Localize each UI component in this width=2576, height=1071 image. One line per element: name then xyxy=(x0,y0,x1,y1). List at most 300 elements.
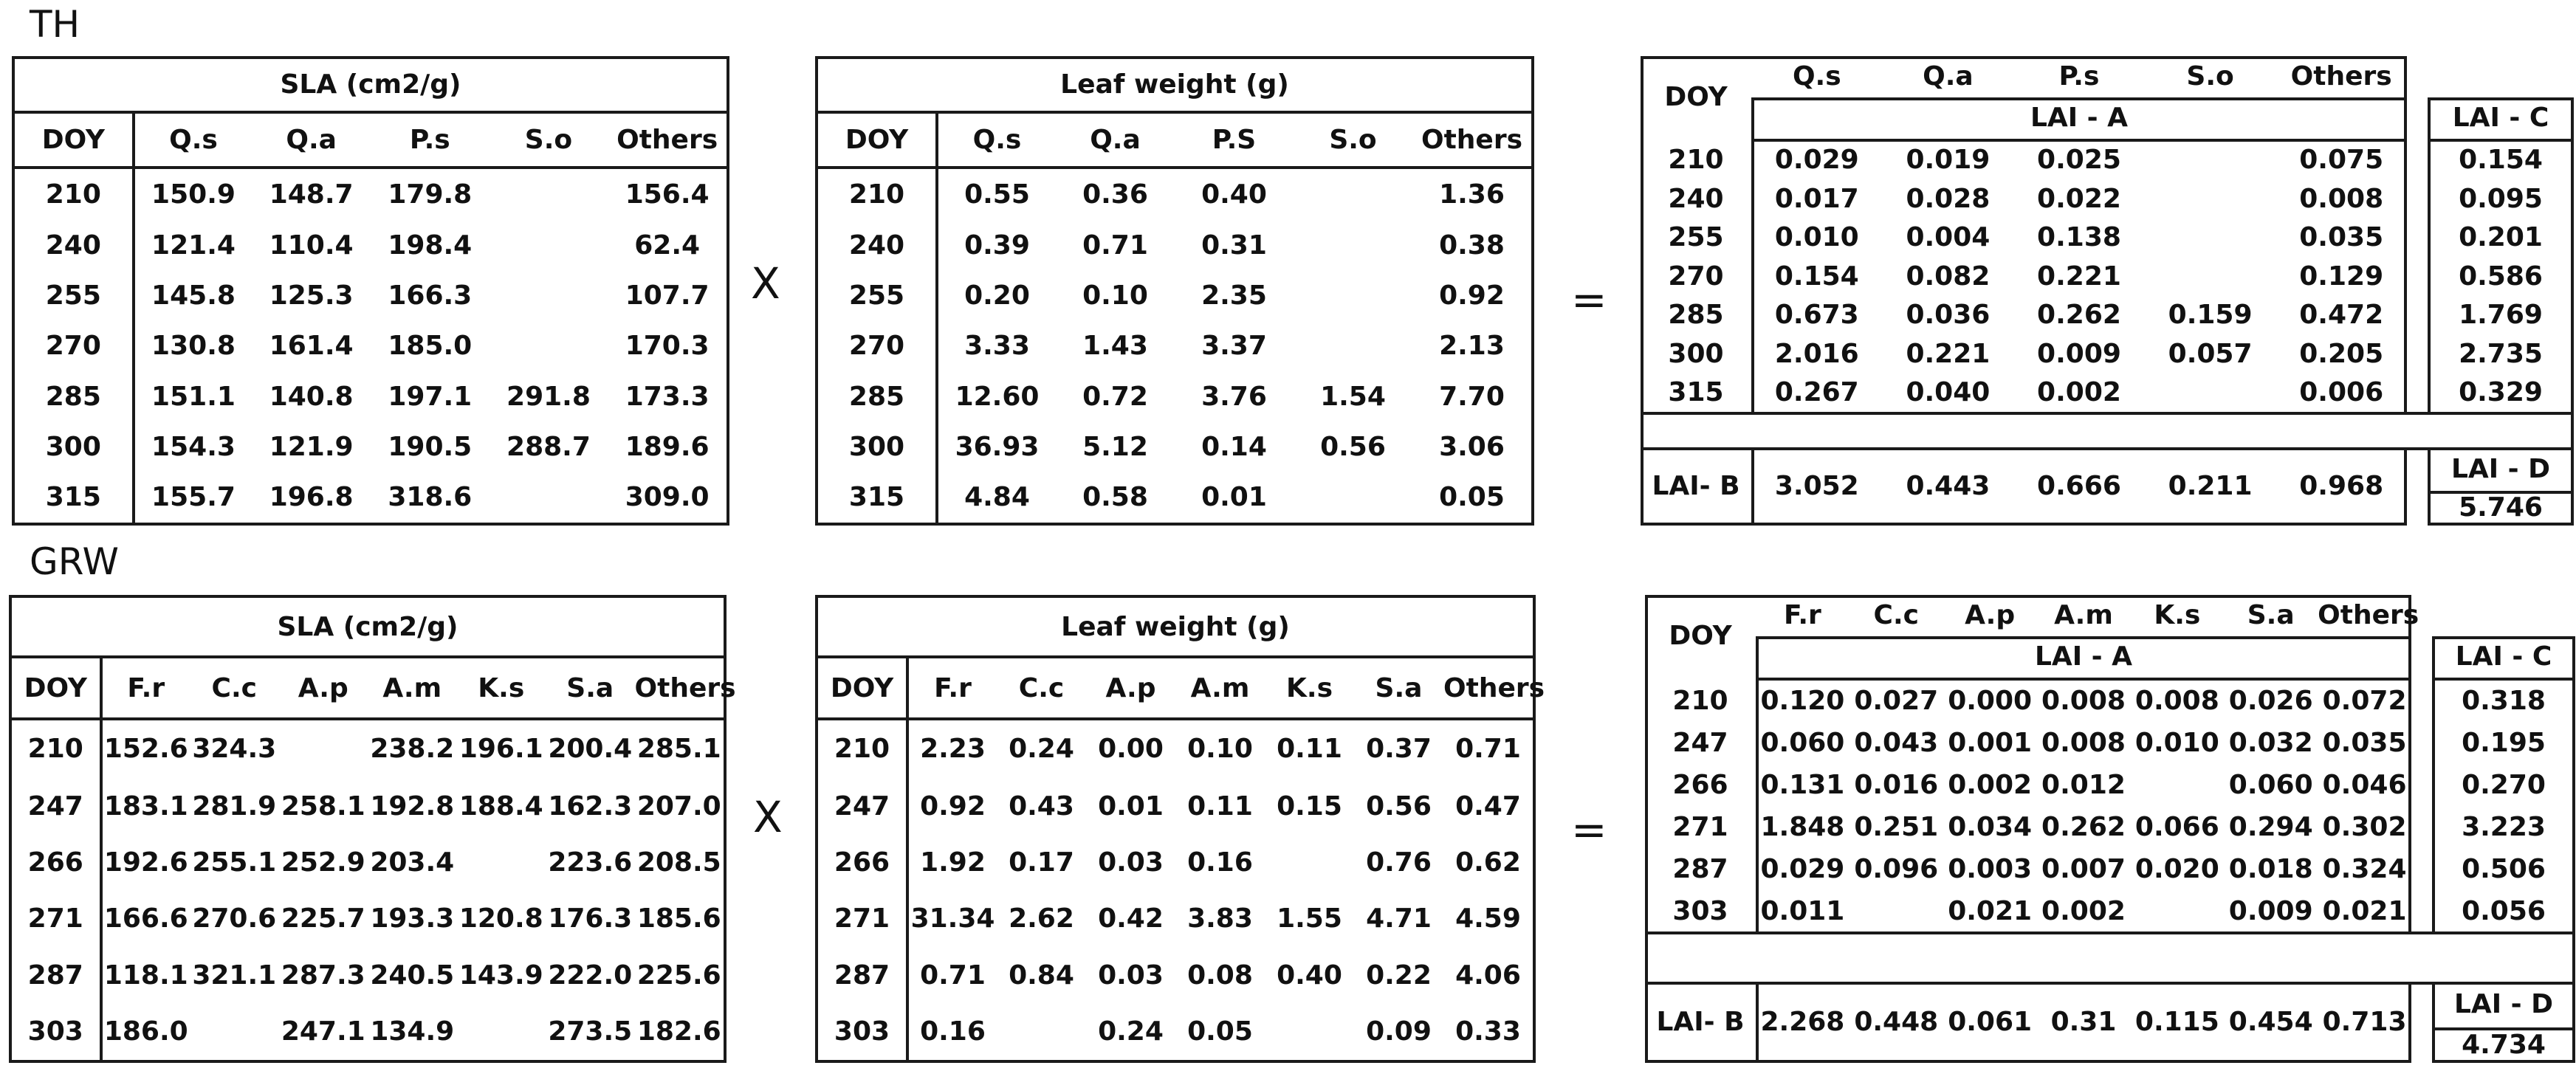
lai-c-value: 0.329 xyxy=(2459,377,2543,407)
value-cell: 0.14 xyxy=(1201,432,1267,463)
value-cell: 196.1 xyxy=(458,734,543,765)
column-header: A.m xyxy=(368,657,457,719)
lai-c-label: LAI - C xyxy=(2452,103,2549,133)
table-row xyxy=(818,321,1531,371)
column-header: P.s xyxy=(371,112,490,168)
value-cell: 140.8 xyxy=(269,381,354,412)
lai-d-value: 4.734 xyxy=(2462,1029,2546,1060)
value-cell: 208.5 xyxy=(636,847,721,878)
value-cell: 252.9 xyxy=(281,847,365,878)
value-cell xyxy=(1294,168,1412,221)
value-cell: 200.4 xyxy=(548,734,633,765)
lai-c-value: 0.270 xyxy=(2462,770,2546,800)
lai-c-value: 0.095 xyxy=(2459,183,2543,214)
lai-a-value: 0.000 xyxy=(1948,686,2033,716)
value-cell: 0.10 xyxy=(1082,280,1148,311)
value-cell: 5.12 xyxy=(1082,432,1148,463)
value-cell: 240.5 xyxy=(370,960,455,991)
doy-cell: 315 xyxy=(818,472,937,523)
table-row xyxy=(818,947,1533,1003)
value-cell: 2.62 xyxy=(1009,903,1074,934)
value-cell: 188.4 xyxy=(458,791,543,822)
doy-cell: 285 xyxy=(15,371,134,421)
lai-a-value: 0.006 xyxy=(2299,377,2384,407)
column-header: DOY xyxy=(818,112,937,168)
value-cell xyxy=(1294,321,1412,371)
lai-c-value: 0.201 xyxy=(2459,222,2543,252)
lai-a-value: 0.004 xyxy=(1906,222,1991,252)
lai-a-value: 0.057 xyxy=(2168,338,2253,369)
column-header: S.a xyxy=(546,657,635,719)
value-cell: 0.38 xyxy=(1439,230,1505,261)
value-cell: 0.39 xyxy=(964,230,1030,261)
column-header: A.p xyxy=(1086,657,1175,719)
doy-cell: 255 xyxy=(15,271,134,321)
column-header: Others xyxy=(608,112,727,168)
value-cell: 324.3 xyxy=(192,734,277,765)
value-cell: 4.84 xyxy=(964,482,1030,513)
value-cell: 3.06 xyxy=(1439,432,1505,463)
lai-a-label: LAI - A xyxy=(2034,641,2133,672)
th-lw-title: Leaf weight (g) xyxy=(818,59,1531,112)
doy-cell: 255 xyxy=(818,271,937,321)
lai-b-value: 0.443 xyxy=(1906,471,1991,501)
value-cell: 0.47 xyxy=(1455,791,1521,822)
table-title-row xyxy=(818,598,1533,657)
doy-cell: 210 xyxy=(1672,686,1728,716)
value-cell: 196.8 xyxy=(269,482,354,513)
doy-cell: 271 xyxy=(1672,812,1728,842)
value-cell: 120.8 xyxy=(458,903,543,934)
value-cell: 247.1 xyxy=(281,1016,365,1047)
value-cell: 3.76 xyxy=(1201,381,1267,412)
value-cell: 148.7 xyxy=(269,179,354,210)
value-cell: 185.6 xyxy=(636,903,721,934)
species-header: S.o xyxy=(2186,61,2234,92)
doy-cell: 300 xyxy=(15,421,134,472)
table-row xyxy=(15,220,727,270)
section-label-grw: GRW xyxy=(30,540,119,583)
value-cell: 0.37 xyxy=(1366,734,1432,765)
lai-c-value: 0.195 xyxy=(2462,728,2546,758)
species-header: Others xyxy=(2318,600,2419,630)
column-header: DOY xyxy=(818,657,907,719)
table-row xyxy=(818,168,1531,221)
lai-a-value: 0.008 xyxy=(2134,686,2219,716)
species-header: K.s xyxy=(2154,600,2201,630)
lai-b-value: 0.448 xyxy=(1854,1007,1939,1037)
lai-b-value: 0.31 xyxy=(2050,1007,2117,1037)
value-cell xyxy=(457,1004,546,1060)
lai-a-value: 0.021 xyxy=(1948,896,2033,926)
doy-cell: 287 xyxy=(1672,854,1728,884)
value-cell xyxy=(279,719,368,778)
lai-a-value: 0.002 xyxy=(2037,377,2121,407)
value-cell: 0.24 xyxy=(1098,1016,1164,1047)
value-cell: 318.6 xyxy=(388,482,473,513)
value-cell: 156.4 xyxy=(625,179,710,210)
lai-a-value xyxy=(1849,890,1943,932)
column-header: Others xyxy=(1412,112,1531,168)
table-row xyxy=(15,472,727,523)
value-cell: 4.59 xyxy=(1455,903,1521,934)
lai-a-value: 0.025 xyxy=(2037,145,2121,175)
doy-cell: 210 xyxy=(818,719,907,778)
value-cell: 154.3 xyxy=(151,432,236,463)
column-header: P.S xyxy=(1175,112,1294,168)
lai-a-value: 0.026 xyxy=(2228,686,2313,716)
doy-cell: 210 xyxy=(15,168,134,221)
doy-cell: 247 xyxy=(1672,728,1728,758)
table-row xyxy=(12,834,724,890)
value-cell: 162.3 xyxy=(548,791,633,822)
lai-c-label: LAI - C xyxy=(2455,641,2552,672)
value-cell: 3.33 xyxy=(964,331,1030,362)
species-header: S.a xyxy=(2247,600,2295,630)
column-header: Q.a xyxy=(1056,112,1175,168)
doy-cell: 255 xyxy=(1668,222,1724,252)
lai-b-label: LAI- B xyxy=(1652,471,1740,501)
value-cell: 255.1 xyxy=(192,847,277,878)
lai-a-value: 0.251 xyxy=(1854,812,1939,842)
value-cell: 166.3 xyxy=(388,280,473,311)
lai-b-label: LAI- B xyxy=(1656,1007,1745,1037)
value-cell: 179.8 xyxy=(388,179,473,210)
value-cell: 2.23 xyxy=(920,734,986,765)
species-header: Q.s xyxy=(1792,61,1841,92)
table-row xyxy=(15,168,727,221)
value-cell: 0.03 xyxy=(1098,960,1164,991)
lai-a-value: 0.003 xyxy=(1948,854,2033,884)
lai-a-value: 0.010 xyxy=(2134,728,2219,758)
species-header: Others xyxy=(2290,61,2392,92)
value-cell: 291.8 xyxy=(506,381,591,412)
value-cell xyxy=(190,1004,279,1060)
value-cell: 0.33 xyxy=(1455,1016,1521,1047)
value-cell: 0.36 xyxy=(1082,179,1148,210)
table-row xyxy=(818,472,1531,523)
lai-a-value: 0.036 xyxy=(1906,300,1991,330)
value-cell: 258.1 xyxy=(281,791,365,822)
lai-a-value: 0.035 xyxy=(2299,222,2384,252)
table-row xyxy=(818,834,1533,890)
table-title-row xyxy=(15,59,727,112)
doy-cell: 315 xyxy=(1668,377,1724,407)
table-row xyxy=(818,891,1533,947)
equals-sign-th: = xyxy=(1571,275,1607,325)
lai-d-label: LAI - D xyxy=(2453,989,2554,1019)
lai-a-value xyxy=(2145,218,2276,258)
doy-cell: 303 xyxy=(1672,896,1728,926)
lai-a-value xyxy=(2130,890,2224,932)
lai-b-value: 0.666 xyxy=(2037,471,2121,501)
value-cell: 0.15 xyxy=(1277,791,1342,822)
lai-a-value: 0.001 xyxy=(1948,728,2033,758)
table-row xyxy=(12,719,724,778)
lai-a-value: 2.016 xyxy=(1774,338,1859,369)
lai-a-value: 0.029 xyxy=(1774,145,1859,175)
lai-a-value: 0.010 xyxy=(1774,222,1859,252)
table-header-row xyxy=(818,112,1531,168)
value-cell: 0.16 xyxy=(1187,847,1253,878)
value-cell: 281.9 xyxy=(192,791,277,822)
value-cell: 145.8 xyxy=(151,280,236,311)
value-cell: 0.01 xyxy=(1201,482,1267,513)
lai-a-value: 0.120 xyxy=(1760,686,1845,716)
lai-a-value: 0.022 xyxy=(2037,183,2121,214)
doy-header: DOY xyxy=(1664,82,1728,112)
lai-a-value: 0.008 xyxy=(2299,183,2384,214)
value-cell: 0.09 xyxy=(1366,1016,1432,1047)
table-row xyxy=(818,421,1531,472)
table-title-row xyxy=(12,598,724,657)
lai-a-label: LAI - A xyxy=(2030,103,2129,133)
lai-a-value: 0.016 xyxy=(1854,770,1939,800)
value-cell: 207.0 xyxy=(636,791,721,822)
lai-a-value: 0.009 xyxy=(2228,896,2313,926)
value-cell: 0.84 xyxy=(1009,960,1074,991)
equals-sign-grw: = xyxy=(1571,805,1607,855)
value-cell: 0.20 xyxy=(964,280,1030,311)
value-cell: 0.00 xyxy=(1098,734,1164,765)
lai-spacer-frame xyxy=(1645,931,2575,985)
column-header: Others xyxy=(1443,657,1533,719)
lai-a-value: 0.029 xyxy=(1760,854,1845,884)
value-cell: 192.8 xyxy=(370,791,455,822)
value-cell: 2.13 xyxy=(1439,331,1505,362)
value-cell: 161.4 xyxy=(269,331,354,362)
value-cell: 189.6 xyxy=(625,432,710,463)
species-header: A.m xyxy=(2054,600,2113,630)
column-header: S.o xyxy=(490,112,608,168)
value-cell xyxy=(490,472,608,523)
table-row xyxy=(818,220,1531,270)
lai-a-value: 0.018 xyxy=(2228,854,2313,884)
table-row xyxy=(818,371,1531,421)
doy-cell: 247 xyxy=(12,778,101,834)
doy-cell: 270 xyxy=(1668,261,1724,292)
column-header: Q.s xyxy=(937,112,1056,168)
value-cell: 0.72 xyxy=(1082,381,1148,412)
value-cell: 0.17 xyxy=(1009,847,1074,878)
value-cell: 0.40 xyxy=(1201,179,1267,210)
lai-a-value: 0.082 xyxy=(1906,261,1991,292)
lai-a-value xyxy=(2145,180,2276,219)
value-cell: 1.92 xyxy=(920,847,986,878)
value-cell: 198.4 xyxy=(388,230,473,261)
value-cell: 0.24 xyxy=(1009,734,1074,765)
value-cell: 225.7 xyxy=(281,903,365,934)
value-cell: 0.58 xyxy=(1082,482,1148,513)
value-cell xyxy=(457,834,546,890)
lai-a-value: 0.154 xyxy=(1774,261,1859,292)
lai-a-value: 0.035 xyxy=(2322,728,2407,758)
column-header: C.c xyxy=(190,657,279,719)
lai-c-value: 2.735 xyxy=(2459,338,2543,369)
doy-cell: 315 xyxy=(15,472,134,523)
value-cell: 288.7 xyxy=(506,432,591,463)
table-row xyxy=(818,271,1531,321)
doy-cell: 287 xyxy=(818,947,907,1003)
lai-a-value: 0.060 xyxy=(1760,728,1845,758)
table-header-row xyxy=(818,657,1533,719)
lai-b-value: 0.713 xyxy=(2322,1007,2407,1037)
lai-a-value: 0.040 xyxy=(1906,377,1991,407)
lai-c-value: 1.769 xyxy=(2459,300,2543,330)
value-cell: 273.5 xyxy=(548,1016,633,1047)
doy-cell: 270 xyxy=(15,321,134,371)
value-cell: 203.4 xyxy=(370,847,455,878)
lai-a-value: 0.294 xyxy=(2228,812,2313,842)
value-cell: 176.3 xyxy=(548,903,633,934)
lai-c-value: 3.223 xyxy=(2462,812,2546,842)
table-row xyxy=(818,778,1533,834)
lai-c-value: 0.506 xyxy=(2462,854,2546,884)
value-cell: 0.31 xyxy=(1201,230,1267,261)
value-cell: 0.71 xyxy=(1082,230,1148,261)
lai-b-value: 0.454 xyxy=(2228,1007,2313,1037)
value-cell: 223.6 xyxy=(548,847,633,878)
table-row xyxy=(15,371,727,421)
value-cell: 186.0 xyxy=(103,1016,188,1047)
value-cell: 0.22 xyxy=(1366,960,1432,991)
value-cell: 150.9 xyxy=(151,179,236,210)
value-cell: 287.3 xyxy=(281,960,365,991)
lai-d-label: LAI - D xyxy=(2450,454,2551,484)
lai-a-value: 0.060 xyxy=(2228,770,2313,800)
value-cell xyxy=(490,321,608,371)
value-cell: 121.9 xyxy=(269,432,354,463)
lai-a-value: 0.034 xyxy=(1948,812,2033,842)
lai-spacer-frame xyxy=(1641,412,2574,451)
doy-cell: 210 xyxy=(1668,145,1724,175)
value-cell: 3.37 xyxy=(1201,331,1267,362)
column-header: Others xyxy=(635,657,724,719)
value-cell: 152.6 xyxy=(103,734,188,765)
value-cell: 130.8 xyxy=(151,331,236,362)
grw-lai-block xyxy=(1645,595,2575,1063)
value-cell: 125.3 xyxy=(269,280,354,311)
column-header: A.p xyxy=(279,657,368,719)
lai-d-value: 5.746 xyxy=(2459,492,2543,523)
th-sla-title: SLA (cm2/g) xyxy=(15,59,727,112)
value-cell: 12.60 xyxy=(955,381,1040,412)
value-cell xyxy=(1294,220,1412,270)
doy-cell: 210 xyxy=(12,719,101,778)
lai-a-value: 0.324 xyxy=(2322,854,2407,884)
lai-a-value: 0.002 xyxy=(1948,770,2033,800)
column-header: K.s xyxy=(1265,657,1354,719)
value-cell: 193.3 xyxy=(370,903,455,934)
lai-a-value: 0.221 xyxy=(1906,338,1991,369)
column-header: A.m xyxy=(1175,657,1265,719)
lai-a-value xyxy=(2145,258,2276,297)
column-header: S.o xyxy=(1294,112,1412,168)
table-row xyxy=(818,719,1533,778)
value-cell: 270.6 xyxy=(192,903,277,934)
value-cell: 3.83 xyxy=(1187,903,1253,934)
lai-a-value: 0.002 xyxy=(2041,896,2126,926)
value-cell: 0.56 xyxy=(1320,432,1386,463)
column-header: F.r xyxy=(907,657,997,719)
doy-cell: 266 xyxy=(12,834,101,890)
value-cell xyxy=(490,271,608,321)
column-header: C.c xyxy=(997,657,1086,719)
column-header: DOY xyxy=(12,657,101,719)
table-row xyxy=(15,421,727,472)
grw-sla-title: SLA (cm2/g) xyxy=(12,598,724,657)
value-cell: 0.55 xyxy=(964,179,1030,210)
value-cell: 1.43 xyxy=(1082,331,1148,362)
value-cell: 0.11 xyxy=(1187,791,1253,822)
value-cell: 0.03 xyxy=(1098,847,1164,878)
value-cell: 107.7 xyxy=(625,280,710,311)
doy-cell: 270 xyxy=(818,321,937,371)
species-header: Q.a xyxy=(1923,61,1974,92)
lai-a-value: 0.017 xyxy=(1774,183,1859,214)
value-cell: 321.1 xyxy=(192,960,277,991)
lai-a-value: 0.131 xyxy=(1760,770,1845,800)
doy-cell: 240 xyxy=(15,220,134,270)
value-cell: 309.0 xyxy=(625,482,710,513)
lai-a-value: 0.072 xyxy=(2322,686,2407,716)
lai-a-value: 0.472 xyxy=(2299,300,2384,330)
lai-a-value: 0.008 xyxy=(2041,686,2126,716)
doy-cell: 240 xyxy=(818,220,937,270)
value-cell xyxy=(1294,271,1412,321)
lai-a-value: 0.205 xyxy=(2299,338,2384,369)
lai-a-value: 0.673 xyxy=(1774,300,1859,330)
value-cell: 182.6 xyxy=(636,1016,721,1047)
doy-cell: 271 xyxy=(818,891,907,947)
value-cell: 0.01 xyxy=(1098,791,1164,822)
value-cell: 0.11 xyxy=(1277,734,1342,765)
value-cell: 121.4 xyxy=(151,230,236,261)
lai-a-value: 0.011 xyxy=(1760,896,1845,926)
value-cell: 143.9 xyxy=(458,960,543,991)
value-cell: 222.0 xyxy=(548,960,633,991)
lai-a-value: 0.027 xyxy=(1854,686,1939,716)
value-cell: 0.92 xyxy=(920,791,986,822)
value-cell: 192.6 xyxy=(103,847,188,878)
table-row xyxy=(12,778,724,834)
lai-a-value xyxy=(2145,373,2276,413)
table-title-row xyxy=(818,59,1531,112)
value-cell: 170.3 xyxy=(625,331,710,362)
value-cell: 166.6 xyxy=(103,903,188,934)
lai-b-value: 0.968 xyxy=(2299,471,2384,501)
column-header: DOY xyxy=(15,112,134,168)
table-row xyxy=(15,271,727,321)
value-cell: 0.92 xyxy=(1439,280,1505,311)
value-cell: 0.76 xyxy=(1366,847,1432,878)
multiply-sign-th: X xyxy=(751,258,780,309)
value-cell xyxy=(1294,472,1412,523)
th-leaf-weight-table xyxy=(815,56,1534,526)
value-cell: 31.34 xyxy=(910,903,995,934)
lai-a-value: 0.008 xyxy=(2041,728,2126,758)
column-header: F.r xyxy=(101,657,190,719)
column-header: Q.s xyxy=(134,112,253,168)
lai-a-value xyxy=(2145,141,2276,180)
value-cell: 0.56 xyxy=(1366,791,1432,822)
table-header-row xyxy=(12,657,724,719)
value-cell: 225.6 xyxy=(636,960,721,991)
value-cell: 151.1 xyxy=(151,381,236,412)
value-cell: 2.35 xyxy=(1201,280,1267,311)
value-cell: 4.71 xyxy=(1366,903,1432,934)
table-row xyxy=(15,321,727,371)
